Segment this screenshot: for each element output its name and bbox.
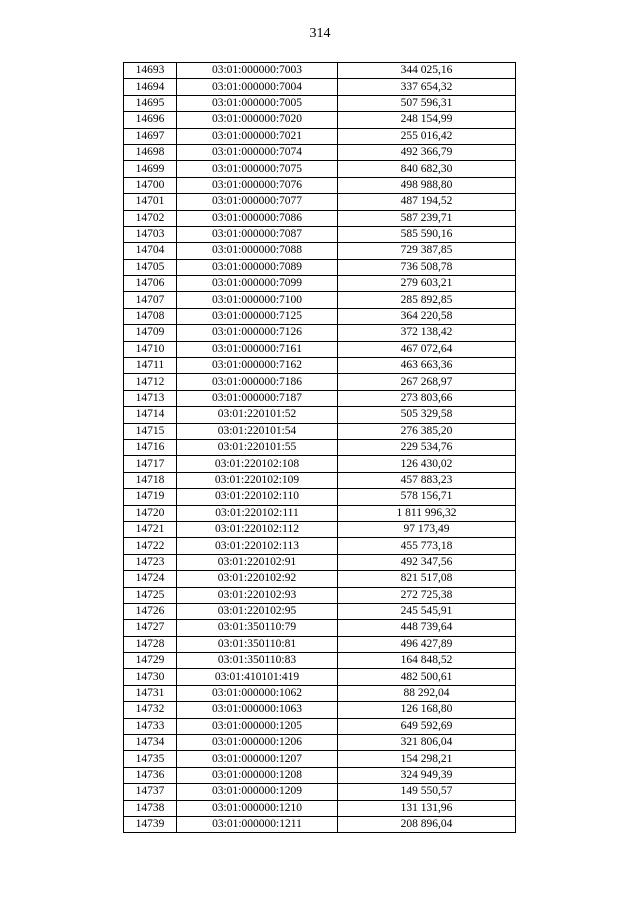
table-row [124, 489, 516, 505]
row-number-cell: 14732 [124, 702, 177, 718]
cadastral-value-cell: 487 194,52 [338, 194, 516, 210]
cadastral-number-cell: 03:01:220102:109 [177, 472, 338, 488]
table-row [124, 95, 516, 111]
cadastral-value-cell: 372 138,42 [338, 325, 516, 341]
cadastral-value-cell: 821 517,08 [338, 571, 516, 587]
cadastral-value-table [123, 62, 516, 833]
row-number-cell: 14724 [124, 571, 177, 587]
table-row [124, 407, 516, 423]
cadastral-value-cell: 149 550,57 [338, 784, 516, 800]
cadastral-value-cell: 97 173,49 [338, 521, 516, 537]
cadastral-value-cell: 482 500,61 [338, 669, 516, 685]
cadastral-number-cell: 03:01:000000:7088 [177, 243, 338, 259]
cadastral-value-cell: 587 239,71 [338, 210, 516, 226]
cadastral-number-cell: 03:01:220102:111 [177, 505, 338, 521]
table-row [124, 276, 516, 292]
cadastral-number-cell: 03:01:000000:1210 [177, 800, 338, 816]
cadastral-number-cell: 03:01:000000:1062 [177, 685, 338, 701]
table-row [124, 505, 516, 521]
cadastral-value-cell: 492 347,56 [338, 554, 516, 570]
row-number-cell: 14710 [124, 341, 177, 357]
cadastral-number-cell: 03:01:220101:55 [177, 439, 338, 455]
cadastral-value-cell: 285 892,85 [338, 292, 516, 308]
table-row [124, 620, 516, 636]
cadastral-number-cell: 03:01:000000:1206 [177, 735, 338, 751]
table-row [124, 702, 516, 718]
cadastral-number-cell: 03:01:000000:7076 [177, 177, 338, 193]
cadastral-number-cell: 03:01:000000:1208 [177, 767, 338, 783]
row-number-cell: 14728 [124, 636, 177, 652]
cadastral-value-cell: 324 949,39 [338, 767, 516, 783]
table-row [124, 816, 516, 832]
row-number-cell: 14693 [124, 63, 177, 79]
cadastral-value-cell: 736 508,78 [338, 259, 516, 275]
row-number-cell: 14704 [124, 243, 177, 259]
table-row [124, 112, 516, 128]
cadastral-value-cell: 1 811 996,32 [338, 505, 516, 521]
cadastral-value-cell: 276 385,20 [338, 423, 516, 439]
table-row [124, 784, 516, 800]
cadastral-value-cell: 272 725,38 [338, 587, 516, 603]
row-number-cell: 14702 [124, 210, 177, 226]
table-row [124, 79, 516, 95]
table-row [124, 341, 516, 357]
cadastral-value-cell: 208 896,04 [338, 816, 516, 832]
row-number-cell: 14737 [124, 784, 177, 800]
cadastral-number-cell: 03:01:000000:7087 [177, 226, 338, 242]
cadastral-value-cell: 337 654,32 [338, 79, 516, 95]
cadastral-number-cell: 03:01:350110:83 [177, 653, 338, 669]
row-number-cell: 14709 [124, 325, 177, 341]
cadastral-value-cell: 154 298,21 [338, 751, 516, 767]
table-row [124, 374, 516, 390]
table-row [124, 751, 516, 767]
row-number-cell: 14739 [124, 816, 177, 832]
table-row [124, 259, 516, 275]
table-row [124, 685, 516, 701]
cadastral-number-cell: 03:01:000000:1211 [177, 816, 338, 832]
row-number-cell: 14712 [124, 374, 177, 390]
row-number-cell: 14718 [124, 472, 177, 488]
table-row [124, 439, 516, 455]
cadastral-value-cell: 321 806,04 [338, 735, 516, 751]
table-row [124, 636, 516, 652]
cadastral-value-cell: 498 988,80 [338, 177, 516, 193]
row-number-cell: 14699 [124, 161, 177, 177]
cadastral-value-cell: 344 025,16 [338, 63, 516, 79]
cadastral-value-cell: 505 329,58 [338, 407, 516, 423]
table-row [124, 472, 516, 488]
row-number-cell: 14723 [124, 554, 177, 570]
cadastral-value-cell: 273 803,66 [338, 390, 516, 406]
table-row [124, 308, 516, 324]
cadastral-value-cell: 467 072,64 [338, 341, 516, 357]
row-number-cell: 14696 [124, 112, 177, 128]
table-row [124, 521, 516, 537]
cadastral-number-cell: 03:01:000000:7161 [177, 341, 338, 357]
table-row [124, 243, 516, 259]
table-row [124, 128, 516, 144]
cadastral-value-cell: 248 154,99 [338, 112, 516, 128]
table-row [124, 358, 516, 374]
cadastral-value-cell: 126 430,02 [338, 456, 516, 472]
cadastral-value-cell: 448 739,64 [338, 620, 516, 636]
table-row [124, 767, 516, 783]
cadastral-value-cell: 729 387,85 [338, 243, 516, 259]
cadastral-value-cell: 496 427,89 [338, 636, 516, 652]
row-number-cell: 14722 [124, 538, 177, 554]
cadastral-value-cell: 507 596,31 [338, 95, 516, 111]
cadastral-number-cell: 03:01:000000:7021 [177, 128, 338, 144]
table-row [124, 800, 516, 816]
cadastral-value-cell: 457 883,23 [338, 472, 516, 488]
cadastral-number-cell: 03:01:000000:1209 [177, 784, 338, 800]
row-number-cell: 14706 [124, 276, 177, 292]
row-number-cell: 14713 [124, 390, 177, 406]
cadastral-number-cell: 03:01:000000:7126 [177, 325, 338, 341]
cadastral-value-cell: 255 016,42 [338, 128, 516, 144]
row-number-cell: 14730 [124, 669, 177, 685]
cadastral-number-cell: 03:01:000000:7077 [177, 194, 338, 210]
table-row [124, 325, 516, 341]
row-number-cell: 14727 [124, 620, 177, 636]
table-row [124, 63, 516, 79]
cadastral-value-cell: 267 268,97 [338, 374, 516, 390]
row-number-cell: 14705 [124, 259, 177, 275]
row-number-cell: 14717 [124, 456, 177, 472]
row-number-cell: 14711 [124, 358, 177, 374]
cadastral-number-cell: 03:01:000000:7099 [177, 276, 338, 292]
table-row [124, 226, 516, 242]
table-row [124, 194, 516, 210]
row-number-cell: 14725 [124, 587, 177, 603]
row-number-cell: 14738 [124, 800, 177, 816]
cadastral-number-cell: 03:01:220102:108 [177, 456, 338, 472]
cadastral-number-cell: 03:01:000000:1207 [177, 751, 338, 767]
cadastral-number-cell: 03:01:000000:7100 [177, 292, 338, 308]
row-number-cell: 14694 [124, 79, 177, 95]
row-number-cell: 14715 [124, 423, 177, 439]
table-row [124, 554, 516, 570]
cadastral-value-cell: 88 292,04 [338, 685, 516, 701]
cadastral-value-cell: 455 773,18 [338, 538, 516, 554]
table-row [124, 587, 516, 603]
cadastral-number-cell: 03:01:220102:93 [177, 587, 338, 603]
table-row [124, 292, 516, 308]
row-number-cell: 14708 [124, 308, 177, 324]
row-number-cell: 14703 [124, 226, 177, 242]
cadastral-number-cell: 03:01:000000:7005 [177, 95, 338, 111]
table-row [124, 423, 516, 439]
cadastral-number-cell: 03:01:000000:7125 [177, 308, 338, 324]
cadastral-number-cell: 03:01:220102:113 [177, 538, 338, 554]
row-number-cell: 14720 [124, 505, 177, 521]
table-row [124, 144, 516, 160]
cadastral-number-cell: 03:01:000000:7162 [177, 358, 338, 374]
cadastral-number-cell: 03:01:220102:91 [177, 554, 338, 570]
cadastral-number-cell: 03:01:000000:1205 [177, 718, 338, 734]
cadastral-number-cell: 03:01:350110:81 [177, 636, 338, 652]
row-number-cell: 14714 [124, 407, 177, 423]
cadastral-value-cell: 492 366,79 [338, 144, 516, 160]
row-number-cell: 14731 [124, 685, 177, 701]
cadastral-number-cell: 03:01:000000:7020 [177, 112, 338, 128]
table-row [124, 538, 516, 554]
table-row [124, 718, 516, 734]
cadastral-number-cell: 03:01:000000:7003 [177, 63, 338, 79]
cadastral-value-cell: 578 156,71 [338, 489, 516, 505]
row-number-cell: 14733 [124, 718, 177, 734]
row-number-cell: 14734 [124, 735, 177, 751]
row-number-cell: 14719 [124, 489, 177, 505]
table-row [124, 571, 516, 587]
page-number: 314 [309, 26, 331, 41]
cadastral-number-cell: 03:01:220101:54 [177, 423, 338, 439]
cadastral-value-cell: 463 663,36 [338, 358, 516, 374]
cadastral-number-cell: 03:01:000000:7075 [177, 161, 338, 177]
table-row [124, 456, 516, 472]
row-number-cell: 14736 [124, 767, 177, 783]
row-number-cell: 14735 [124, 751, 177, 767]
table-row [124, 161, 516, 177]
row-number-cell: 14701 [124, 194, 177, 210]
table-row [124, 210, 516, 226]
cadastral-number-cell: 03:01:000000:7086 [177, 210, 338, 226]
table-row [124, 177, 516, 193]
table-row [124, 735, 516, 751]
cadastral-number-cell: 03:01:000000:7187 [177, 390, 338, 406]
row-number-cell: 14700 [124, 177, 177, 193]
cadastral-value-cell: 585 590,16 [338, 226, 516, 242]
cadastral-value-cell: 649 592,69 [338, 718, 516, 734]
cadastral-value-cell: 840 682,30 [338, 161, 516, 177]
table-row [124, 669, 516, 685]
cadastral-number-cell: 03:01:000000:7004 [177, 79, 338, 95]
cadastral-value-cell: 364 220,58 [338, 308, 516, 324]
cadastral-number-cell: 03:01:220102:112 [177, 521, 338, 537]
row-number-cell: 14695 [124, 95, 177, 111]
row-number-cell: 14726 [124, 603, 177, 619]
row-number-cell: 14721 [124, 521, 177, 537]
cadastral-value-cell: 245 545,91 [338, 603, 516, 619]
cadastral-number-cell: 03:01:220102:92 [177, 571, 338, 587]
cadastral-value-cell: 229 534,76 [338, 439, 516, 455]
cadastral-number-cell: 03:01:410101:419 [177, 669, 338, 685]
row-number-cell: 14697 [124, 128, 177, 144]
row-number-cell: 14698 [124, 144, 177, 160]
table-row [124, 603, 516, 619]
cadastral-number-cell: 03:01:000000:7074 [177, 144, 338, 160]
table-row [124, 390, 516, 406]
cadastral-value-cell: 126 168,80 [338, 702, 516, 718]
cadastral-value-cell: 279 603,21 [338, 276, 516, 292]
cadastral-number-cell: 03:01:220102:110 [177, 489, 338, 505]
row-number-cell: 14729 [124, 653, 177, 669]
cadastral-number-cell: 03:01:220101:52 [177, 407, 338, 423]
table-row [124, 653, 516, 669]
cadastral-number-cell: 03:01:000000:7089 [177, 259, 338, 275]
cadastral-number-cell: 03:01:350110:79 [177, 620, 338, 636]
row-number-cell: 14716 [124, 439, 177, 455]
cadastral-value-cell: 131 131,96 [338, 800, 516, 816]
cadastral-number-cell: 03:01:220102:95 [177, 603, 338, 619]
cadastral-number-cell: 03:01:000000:1063 [177, 702, 338, 718]
table-body [124, 63, 516, 833]
cadastral-value-cell: 164 848,52 [338, 653, 516, 669]
cadastral-number-cell: 03:01:000000:7186 [177, 374, 338, 390]
row-number-cell: 14707 [124, 292, 177, 308]
